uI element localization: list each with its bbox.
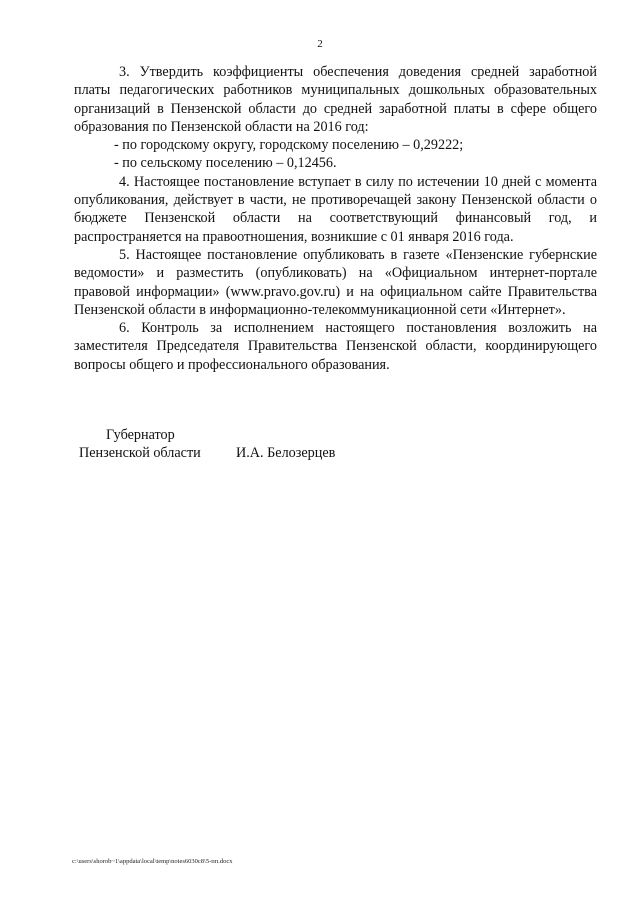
signature-organization: Пензенской области (79, 445, 201, 462)
paragraph-3: 3. Утвердить коэффициенты обеспечения доведения средней заработной платы педагогических работников муниципальных дошкольных образовательных организаций в Пензенской области до средней заработной платы в сфере общего образования по Пензенской области на 2016 год: (74, 64, 597, 135)
paragraph-3-item-urban: - по городскому округу, городскому поселению – 0,29222; (114, 137, 464, 154)
document-body (74, 63, 597, 374)
signature-block (79, 426, 335, 463)
signature-title: Губернатор (106, 427, 175, 443)
paragraph-4: 4. Настоящее постановление вступает в силу по истечении 10 дней с момента опубликования, действует в части, не противоречащей закону Пензенской области о бюджете Пензенской области на соответствующий финансовый год, и распространяется на правоотношения, возникшие с 01 января 2016 года. (74, 173, 597, 245)
paragraph-6: 6. Контроль за исполнением настоящего постановления возложить на заместителя Председателя Правительства Пензенской области, координирующего вопросы общего и профессионального образования. (74, 320, 597, 373)
paragraph-5: 5. Настоящее постановление опубликовать в газете «Пензенские губернские ведомости» и разместить (опубликовать) на «Официальном интернет-портале правовой информации» (www.pravo.gov.ru) и на официальном сайте Правительства Пензенской области в информационно-телекоммуникационной сети «Интернет». (74, 246, 597, 318)
page-number: 2 (317, 38, 323, 50)
signature-name: И.А. Белозерцев (236, 445, 336, 462)
signature-row (79, 444, 335, 462)
paragraph-3-item-rural: - по сельскому поселению – 0,12456. (114, 155, 337, 172)
footer-file-path: c:\users\shorob~1\appdata\local\temp\notes6030c8\5-пп.docx (72, 858, 233, 865)
